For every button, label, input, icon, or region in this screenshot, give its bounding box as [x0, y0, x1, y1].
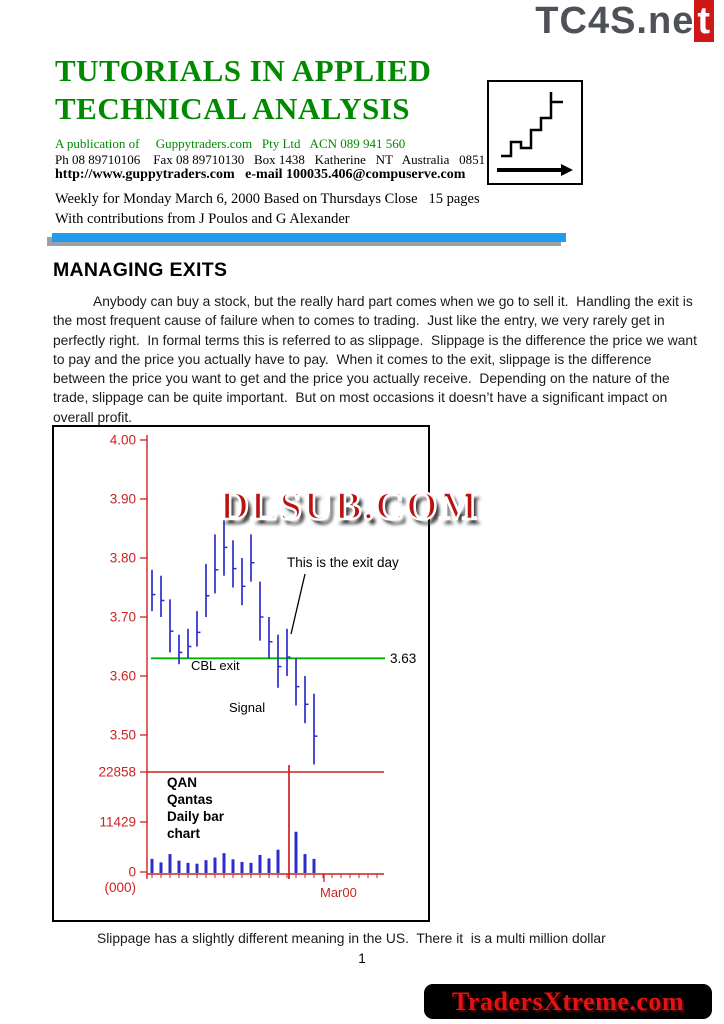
page-number: 1 — [358, 951, 366, 966]
body-paragraph: Anybody can buy a stock, but the really hard part comes when we go to sell it. Handling the exit is the most frequent cause of failure when to comes to trading. Just like the entry, we very rarely get in perfectly right. In formal terms this is referred to as slippage. Slippage is the difference the price we want to pay and the price you actually have to pay. When it comes to the exit, slippage is the difference between the price you want to get and the price you actually receive. Depending on the nature of the trade, slippage can be quite important. But on most occasions it doesn’t have a significant impact on overall profit. — [53, 294, 701, 425]
price-tick-label: 3.70 — [109, 609, 136, 625]
publication-line: A publication of Guppytraders.com Pty Ltd ACN 089 941 560 — [55, 136, 406, 151]
step-chart-icon — [489, 82, 581, 183]
divider-bar — [52, 233, 566, 242]
volume-tick-label: 22858 — [98, 764, 136, 780]
signal-label: Signal — [229, 700, 266, 715]
x-axis-date-label: Mar00 — [320, 885, 357, 900]
tradersxtreme-text: TradersXtreme.com — [451, 986, 685, 1016]
volume-tick-label: 11429 — [99, 814, 136, 830]
contact-line: Ph 08 89710106 Fax 08 89710130 Box 1438 Katherine NT Australia 0851 — [55, 152, 486, 167]
symbol-caption-line: QAN — [167, 775, 197, 790]
price-tick-label: 3.90 — [109, 491, 136, 507]
closing-line: Slippage has a slightly different meaning in the US. There it is a multi million dollar — [97, 931, 606, 946]
dlsub-watermark: DLSUB.COM — [220, 483, 480, 528]
exit-price-label: 3.63 — [390, 650, 417, 666]
issue-line: Weekly for Monday March 6, 2000 Based on Thursdays Close 15 pages — [55, 191, 480, 207]
cbl-exit-label: CBL exit — [191, 658, 240, 673]
price-tick-label: 3.80 — [109, 550, 136, 566]
tc4s-text: TC4S.ne — [535, 0, 695, 42]
contributors-line: With contributions from J Poulos and G Alexander — [55, 211, 350, 227]
tc4s-logo — [535, 2, 714, 40]
title-line-1: TUTORIALS IN APPLIED — [55, 53, 432, 88]
web-email-line: http://www.guppytraders.com e-mail 100035.406@compuserve.com — [55, 167, 466, 182]
tradersxtreme-logo — [424, 984, 712, 1019]
symbol-caption-line: Qantas — [167, 792, 213, 807]
section-heading: MANAGING EXITS — [53, 259, 228, 281]
symbol-caption-line: Daily bar — [167, 809, 225, 824]
price-tick-label: 4.00 — [109, 432, 136, 448]
exit-day-annotation: This is the exit day — [287, 555, 399, 570]
title-line-2: TECHNICAL ANALYSIS — [55, 91, 411, 126]
tc4s-accent-letter: t — [694, 0, 714, 42]
price-tick-label: 3.50 — [109, 727, 136, 743]
symbol-caption-line: chart — [167, 826, 201, 841]
volume-tick-label: 0 — [128, 864, 136, 880]
publisher-logo — [487, 80, 583, 185]
newsletter-title — [55, 52, 431, 128]
exit-day-pointer-line — [291, 574, 305, 634]
price-tick-label: 3.60 — [109, 668, 136, 684]
volume-units-label: (000) — [104, 880, 136, 895]
